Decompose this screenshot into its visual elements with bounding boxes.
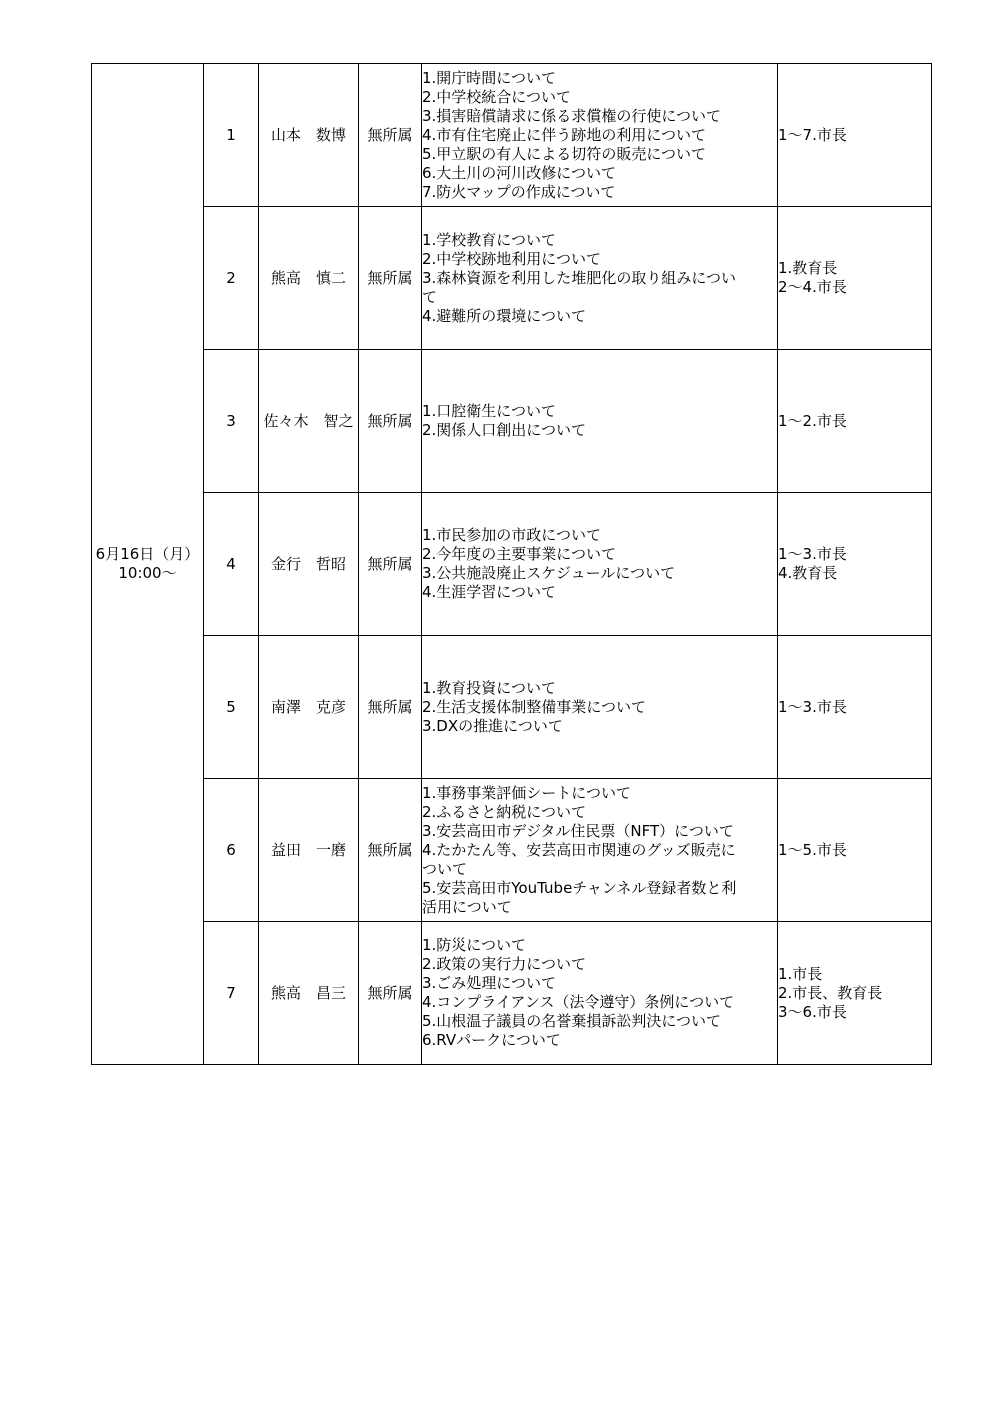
table-row — [92, 922, 932, 1065]
question-item: 2.今年度の主要事業について — [422, 545, 617, 563]
respondent: 1～7.市長 — [778, 125, 847, 144]
question-item: 4.避難所の環境について — [422, 306, 587, 325]
question-item: 1.防災について — [422, 936, 527, 954]
question-item: 2.生活支援体制整備事業について — [422, 697, 647, 716]
order-number: 5 — [204, 636, 259, 779]
questioner-name: 金行 哲昭 — [259, 493, 359, 636]
party: 無所属 — [359, 493, 422, 636]
question-item: 3.ごみ処理について — [422, 974, 557, 992]
order-number: 7 — [204, 922, 259, 1065]
question-item: 3.公共施設廃止スケジュールについて — [422, 564, 676, 582]
question-item: 4.生涯学習について — [422, 583, 557, 601]
questioner-name: 佐々木 智之 — [259, 350, 359, 493]
question-item: 7.防火マップの作成について — [422, 182, 616, 201]
question-item: 1.口腔衛生について — [422, 402, 557, 420]
question-item: 1.教育投資について — [422, 678, 557, 697]
question-item: 3.安芸高田市デジタル住民票（NFT）について — [422, 821, 734, 840]
questioner-name: 南澤 克彦 — [259, 636, 359, 779]
respondent: 1～3.市長 — [778, 545, 847, 563]
respondents — [778, 207, 932, 350]
table-row — [92, 493, 932, 636]
question-item: 活用について — [422, 897, 512, 916]
respondents — [778, 779, 932, 922]
table-row — [92, 64, 932, 207]
question-item: ついて — [422, 859, 468, 878]
question-schedule-table — [91, 63, 932, 1065]
order-number: 6 — [204, 779, 259, 922]
question-item: 5.甲立駅の有人による切符の販売について — [422, 144, 707, 163]
party: 無所属 — [359, 922, 422, 1065]
questioner-name: 熊高 慎二 — [259, 207, 359, 350]
question-item: 4.コンプライアンス（法令遵守）条例について — [422, 993, 735, 1011]
question-items — [422, 493, 778, 636]
question-item: 2.中学校跡地利用について — [422, 249, 602, 268]
session-date-cell — [92, 64, 204, 1065]
respondent: 1.教育長 — [778, 259, 838, 277]
question-item: 1.事務事業評価シートについて — [422, 783, 632, 802]
order-number: 3 — [204, 350, 259, 493]
respondent: 3～6.市長 — [778, 1002, 847, 1021]
question-items — [422, 779, 778, 922]
party: 無所属 — [359, 350, 422, 493]
party: 無所属 — [359, 779, 422, 922]
question-item: 3.森林資源を利用した堆肥化の取り組みについ — [422, 268, 737, 287]
respondents — [778, 493, 932, 636]
question-item: 6.RVパークについて — [422, 1031, 561, 1049]
question-item: 2.政策の実行力について — [422, 955, 587, 973]
question-item: 2.中学校統合について — [422, 87, 572, 106]
question-item: 2.関係人口創出について — [422, 421, 587, 439]
question-item: 1.学校教育について — [422, 230, 557, 249]
respondent: 2～4.市長 — [778, 278, 847, 296]
order-number: 2 — [204, 207, 259, 350]
question-item: 1.市民参加の市政について — [422, 526, 602, 544]
question-item: 6.大土川の河川改修について — [422, 163, 617, 182]
respondents — [778, 350, 932, 493]
question-item: 4.たかたん等、安芸高田市関連のグッズ販売に — [422, 840, 736, 859]
respondents — [778, 922, 932, 1065]
question-items — [422, 922, 778, 1065]
question-items — [422, 207, 778, 350]
respondent: 1～2.市長 — [778, 411, 847, 430]
questioner-name: 山本 数博 — [259, 64, 359, 207]
respondent: 2.市長、教育長 — [778, 983, 883, 1002]
session-time: 10:00～ — [118, 564, 177, 582]
question-item: 2.ふるさと納税について — [422, 802, 587, 821]
respondent: 1～3.市長 — [778, 697, 847, 716]
question-item: 5.山根温子議員の名誉棄損訴訟判決について — [422, 1012, 722, 1030]
party: 無所属 — [359, 636, 422, 779]
question-item: 3.損害賠償請求に係る求償権の行使について — [422, 106, 722, 125]
question-items — [422, 64, 778, 207]
table-row — [92, 207, 932, 350]
party: 無所属 — [359, 207, 422, 350]
questioner-name: 益田 一磨 — [259, 779, 359, 922]
question-item: 4.市有住宅廃止に伴う跡地の利用について — [422, 125, 707, 144]
question-item: て — [422, 287, 438, 306]
table-row — [92, 350, 932, 493]
question-items — [422, 350, 778, 493]
respondent: 1.市長 — [778, 964, 823, 983]
order-number: 1 — [204, 64, 259, 207]
table-row — [92, 636, 932, 779]
questioner-name: 熊高 昌三 — [259, 922, 359, 1065]
session-date: 6月16日（月） — [95, 545, 200, 563]
respondent: 1～5.市長 — [778, 840, 847, 859]
order-number: 4 — [204, 493, 259, 636]
question-item: 1.開庁時間について — [422, 68, 557, 87]
party: 無所属 — [359, 64, 422, 207]
question-item: 5.安芸高田市YouTubeチャンネル登録者数と利 — [422, 878, 737, 897]
question-item: 3.DXの推進について — [422, 716, 563, 735]
question-items — [422, 636, 778, 779]
respondents — [778, 64, 932, 207]
respondents — [778, 636, 932, 779]
table-row — [92, 779, 932, 922]
respondent: 4.教育長 — [778, 564, 838, 582]
